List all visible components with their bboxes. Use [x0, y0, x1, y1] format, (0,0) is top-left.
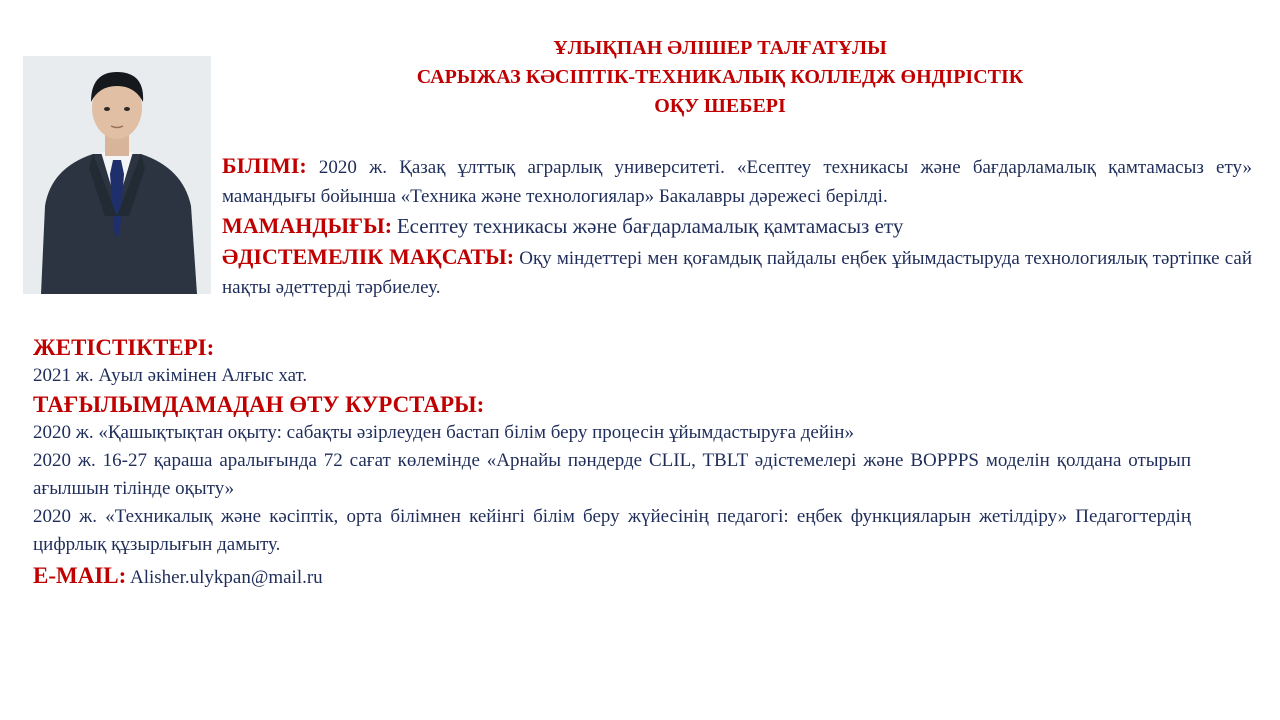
education-text: 2020 ж. Қазақ ұлттық аграрлық университеті. «Есептеу техникасы және бағдарламалық қамтамасыз ету» мамандығы бойынша «Техника және технологиялар» Бакалавры дәрежесі берілді.: [222, 157, 1253, 207]
education-paragraph: [222, 151, 1252, 211]
method-goal-label: ӘДІСТЕМЕЛІК МАҚСАТЫ:: [222, 244, 515, 269]
course-item: 2020 ж. «Техникалық және кәсіптік, орта білімнен кейінгі білім беру жүйесінің педагогі: еңбек функцияларын жетілдіру» Педагогтердің цифрлық құзырлығын дамыту.: [33, 506, 1191, 555]
person-portrait-icon: [23, 56, 211, 294]
profile-header: [220, 34, 1220, 121]
specialty-paragraph: [222, 211, 1252, 242]
method-goal-paragraph: [222, 242, 1252, 302]
position-line-2: ОҚУ ШЕБЕРІ: [654, 95, 786, 117]
course-item: 2020 ж. 16-27 қараша аралығында 72 сағат көлемінде «Арнайы пәндерде CLIL, TBLT әдістемелері және BOPPPS моделін қолдана отырып ағылшын тілінде оқыту»: [33, 450, 1191, 499]
course-item: 2020 ж. «Қашықтықтан оқыту: сабақты әзірлеуден бастап білім беру процесін ұйымдастыруға дейін»: [33, 422, 854, 443]
specialty-text: Есептеу техникасы және бағдарламалық қамтамасыз ету: [396, 214, 904, 238]
achievements-label: ЖЕТІСТІКТЕРІ:: [33, 335, 215, 360]
email-label: E-MAIL:: [33, 563, 127, 588]
profile-details: [222, 151, 1252, 302]
achievements-courses-section: [33, 333, 1191, 592]
portrait-photo: [23, 56, 211, 294]
courses-label: ТАҒЫЛЫМДАМАДАН ӨТУ КУРСТАРЫ:: [33, 392, 485, 417]
education-label: БІЛІМІ:: [222, 153, 307, 178]
method-goal-text: Оқу міндеттері мен қоғамдық пайдалы еңбек ұйымдастыруда технологиялық тәртіпке сай нақты әдеттерді тәрбиелеу.: [222, 248, 1253, 298]
email-value: Alisher.ulykpan@mail.ru: [129, 567, 323, 588]
achievement-item: 2021 ж. Ауыл әкімінен Алғыс хат.: [33, 365, 308, 386]
specialty-label: МАМАНДЫҒЫ:: [222, 213, 393, 238]
full-name: ҰЛЫҚПАН ӘЛІШЕР ТАЛҒАТҰЛЫ: [553, 37, 887, 59]
position-line-1: САРЫЖАЗ КӘСІПТІК-ТЕХНИКАЛЫҚ КОЛЛЕДЖ ӨНДІРІСТІК: [416, 66, 1024, 88]
email-line: [33, 561, 1191, 592]
